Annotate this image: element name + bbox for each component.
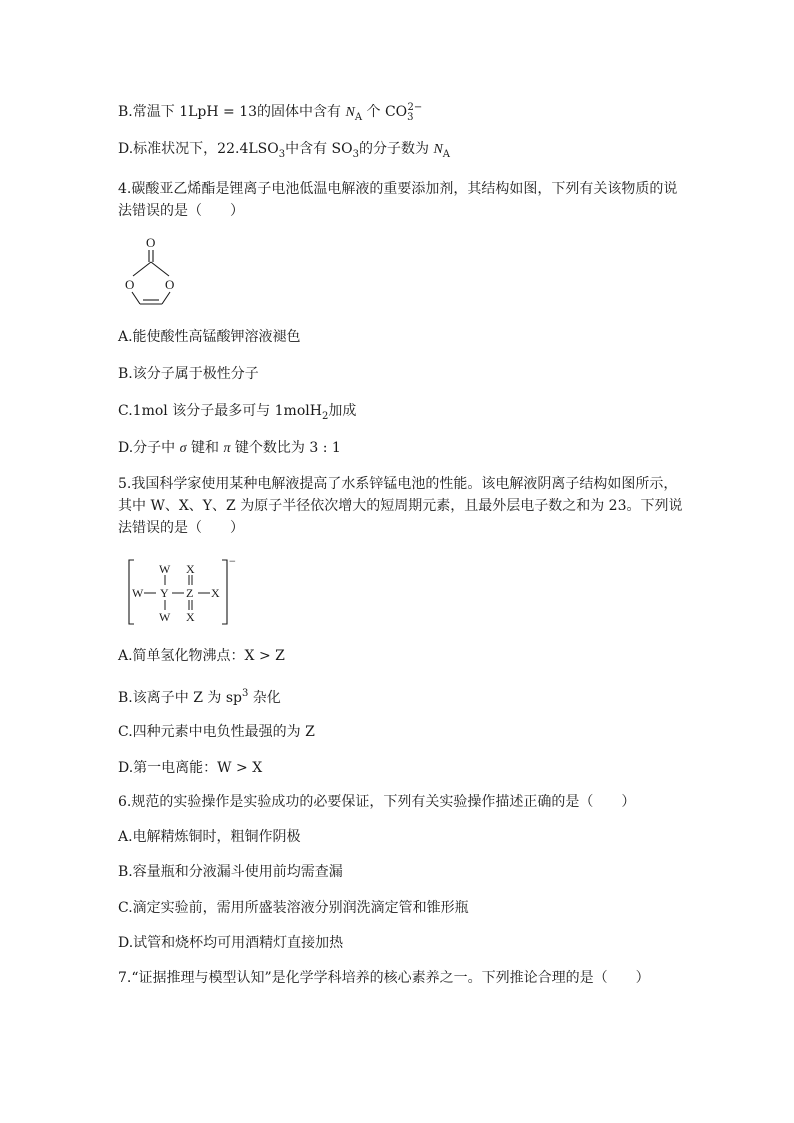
charge-sign: − [229,554,236,568]
option-6d: D.试管和烧杯均可用酒精灯直接加热 [118,935,344,951]
option-6b: B.容量瓶和分液漏斗使用前均需查漏 [118,864,343,880]
option-4d: D.分子中 σ 键和 π 键个数比为 3 : 1 [118,440,341,456]
atom-o-carbonyl: O [146,235,156,250]
atom-w-bottom: W [159,610,171,624]
option-3d: D.标准状况下，$22.4LSO_3$中含有 $SO_3$的分子数为 $N_A$ [118,141,451,160]
atom-w-top: W [159,562,171,576]
option-6c: C.滴定实验前，需用所盛装溶液分别润洗滴定管和锥形瓶 [118,900,469,916]
anion-structure [118,554,242,630]
atom-z: Z [186,586,194,600]
option-4a: A.能使酸性高锰酸钾溶液褪色 [118,329,301,345]
question-4-stem-line2: 法错误的是（ ） [118,203,244,219]
option-3b: B.常温下 1LpH = 13的固体中含有 $N_A$ 个 $CO_3^{2-}$ [118,102,423,123]
option-6a: A.电解精炼铜时，粗铜作阴极 [118,829,301,845]
atom-o-ring-right: O [165,277,175,292]
option-4b: B.该分子属于极性分子 [118,366,259,382]
option-5a: A.简单氢化物沸点：X > Z [118,648,285,664]
atom-x-bottom: X [186,610,195,624]
option-5c: C.四种元素中电负性最强的为 Z [118,724,315,740]
question-5-stem-line3: 法错误的是（ ） [118,520,244,536]
question-5-stem-line1: 5.我国科学家使用某种电解液提高了水系锌锰电池的性能。该电解液阴离子结构如图所示， [118,476,678,492]
atom-o-ring-left: O [125,277,135,292]
atom-w-left: W [132,586,144,600]
option-4c: C.1mol 该分子最多可与 1molH$_2$加成 [118,403,357,422]
atom-x-right: X [211,586,220,600]
atom-x-top: X [186,562,195,576]
question-7-stem: 7.“证据推理与模型认知”是化学学科培养的核心素养之一。下列推论合理的是（ ） [118,970,650,986]
vinylene-carbonate-structure [118,232,188,310]
option-5d: D.第一电离能：W > X [118,760,263,776]
option-5b: B.该离子中 Z 为 $sp^3$ 杂化 [118,688,281,706]
question-4-stem-line1: 4.碳酸亚乙烯酯是锂离子电池低温电解液的重要添加剂，其结构如图，下列有关该物质的说 [118,181,678,197]
question-5-stem-line2: 其中 W、X、Y、Z 为原子半径依次增大的短周期元素，且最外层电子数之和为 23。下列说 [118,498,683,514]
question-6-stem: 6.规范的实验操作是实验成功的必要保证，下列有关实验操作描述正确的是（ ） [118,794,636,810]
atom-y: Y [160,586,169,600]
